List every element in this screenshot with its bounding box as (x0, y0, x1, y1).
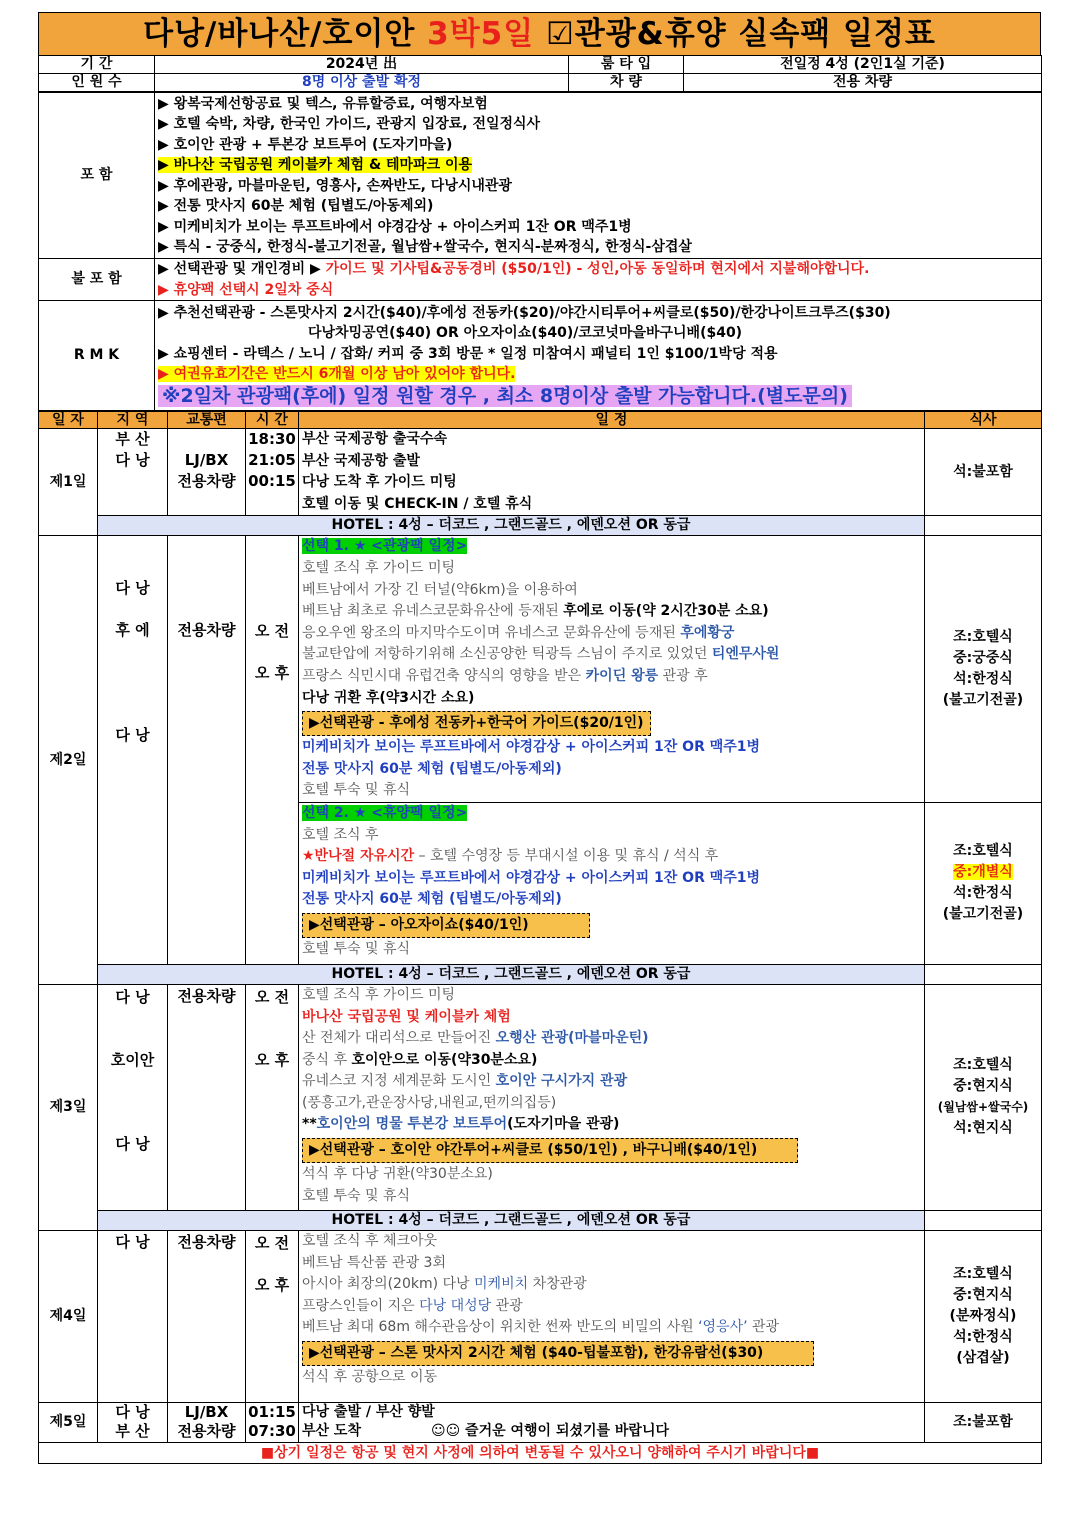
col-schedule: 일 정 (299, 412, 925, 429)
optional-tour-box: ▶선택관광 – 호이안 야간투어+씨클로 ($50/1인) , 바구니배($40/1인) (302, 1138, 798, 1163)
include-item: ▶ 미케비치가 보이는 루프트바에서 야경감상 + 아이스커피 1잔 OR 맥주1병 (158, 218, 632, 235)
schedule-table (38, 411, 1042, 1464)
period-label: 기 간 (39, 56, 155, 74)
exclude-label: 불 포 함 (39, 259, 155, 301)
day1-region: 부 산 다 낭 (98, 429, 168, 516)
include-item: ▶ 왕복국제선항공료 및 텍스, 유류할증료, 여행자보험 (158, 95, 488, 112)
col-region: 지 역 (98, 412, 168, 429)
day4-time: 오 전 오 후 (246, 1230, 299, 1402)
day5-meal: 조:불포함 (925, 1402, 1042, 1442)
day2-time: 오 전 오 후 (246, 536, 299, 965)
hotel-line: HOTEL : 4성 – 더코드 , 그랜드골드 , 에덴오션 OR 동급 (98, 964, 925, 984)
day1-meal: 석:불포함 (925, 429, 1042, 516)
day1-transport: LJ/BX 전용차량 (168, 429, 246, 516)
car-value: 전용 차량 (684, 74, 1042, 92)
include-list (155, 93, 1042, 259)
people-value: 8명 이상 출발 확정 (155, 74, 569, 92)
tip-notice: 가이드 및 기사팁&공동경비 ($50/1인) - 성인,아동 동일하며 현지에서 지불해야합니다. (325, 261, 870, 277)
include-item-highlight: ▶ 바나산 국립공원 케이블카 체험 & 테마파크 이용 (158, 157, 473, 173)
day2-transport: 전용차량 (168, 536, 246, 965)
rmk-item: ▶ 쇼핑센터 - 라텍스 / 노니 / 잡화/ 커피 중 3회 방문 * 일정 미참여시 패널티 1인 $100/1박당 적용 (158, 345, 778, 362)
itinerary-document (38, 12, 1041, 1464)
col-day: 일 자 (39, 412, 98, 429)
room-value: 전일정 4성 (2인1실 기준) (684, 56, 1042, 74)
rmk-notice: ※2일차 관광팩(후에) 일정 원할 경우 , 최소 8명이상 출발 가능합니다.(별도문의) (158, 385, 1038, 409)
title-duration: 3박5일 (427, 16, 535, 52)
day2-meal-option1: 조:호텔식 중:궁중식 석:한정식 (불고기전골) (925, 536, 1042, 803)
include-item: ▶ 특식 - 궁중식, 한정식-불고기전골, 월남쌈+쌀국수, 현지식-분짜정식, 한정식-삼겹살 (158, 239, 692, 255)
option2-title: 선택 2. ★ <휴양팩 일정> (302, 804, 468, 821)
footer-notice: ■상기 일정은 항공 및 현지 사정에 의하여 변동될 수 있사오니 양해하여 주시기 바랍니다■ (39, 1442, 1042, 1463)
day4-label: 제4일 (39, 1230, 98, 1402)
day5-label: 제5일 (39, 1402, 98, 1442)
day2-meal-option2: 조:호텔식 중:개별식 석:한정식 (불고기전골) (925, 802, 1042, 964)
rmk-list (155, 301, 1042, 411)
day3-label: 제3일 (39, 984, 98, 1230)
day4-schedule: 호텔 조식 후 체크아웃 베트남 특산품 관광 3회 아시아 최장의(20km) 다낭 미케비치 차창관광 프랑스인들이 지은 다낭 대성당 관광 베트남 최대 68m 해수관음상이 위치한 썬짜 반도의 비밀의 사원 ‘영응사’ 관광 ▶선택관광 – 스톤 맛사지 2시간 체험 ($40-팁불포함), 한강유람선($30) 석식 후 공항으로 이동 (299, 1230, 925, 1402)
optional-tour-box: ▶선택관광 - 후에성 전동카+한국어 가이드($20/1인) (302, 711, 651, 736)
day5-transport: LJ/BX 전용차량 (168, 1402, 246, 1442)
exclude-item: ▶ 휴양팩 선택시 2일차 중식 (158, 281, 334, 298)
col-transport: 교통편 (168, 412, 246, 429)
people-label: 인 원 수 (39, 74, 155, 92)
rmk-item: ▶ 추천선택관광 - 스톤맛사지 2시간($40)/후에성 전동카($20)/야간시티투어+씨클로($50)/한강나이트크루즈($30) (158, 304, 891, 321)
day2-option1: 선택 1. ★ <관광팩 일정> 호텔 조식 후 가이드 미팅 베트남에서 가장 긴 터널(약6km)을 이용하여 베트남 최초로 유네스코문화유산에 등재된 후에로 이동(약 2시간30분 소요) 응오우엔 왕조의 마지막수도이며 유네스코 문화유산에 등재된 후에황궁 불교탄압에 저항하기위해 소신공양한 틱광득 스님이 주지로 있었던 티엔무사원 프랑스 식민시대 유럽건축 양식의 영향을 받은 카이딘 왕릉 관광 후 다낭 귀환 후(약3시간 소요) ▶선택관광 - 후에성 전동카+한국어 가이드($20/1인) 미케비치가 보이는 루프트바에서 야경감상 + 아이스커피 1잔 OR 맥주1병 전통 맛사지 60분 체험 (팁별도/아동제외) 호텔 투숙 및 휴식 (299, 536, 925, 803)
hotel-line: HOTEL : 4성 – 더코드 , 그랜드골드 , 에덴오션 OR 동급 (98, 516, 925, 536)
day5-schedule: 다낭 출발 / 부산 향발 부산 도착 ☺☺ 즐거운 여행이 되셨기를 바랍니다 (299, 1402, 925, 1442)
day3-time: 오 전 오 후 (246, 984, 299, 1210)
day3-region: 다 낭 호이안 다 낭 (98, 984, 168, 1210)
title-text-1: 다낭/바나산/호이안 (143, 16, 428, 52)
exclude-item: ▶ 선택관광 및 개인경비 ▶ (158, 261, 326, 277)
info-table (38, 55, 1042, 92)
day4-transport: 전용차량 (168, 1230, 246, 1402)
room-label: 룸 타 입 (569, 56, 684, 74)
day1-schedule: 부산 국제공항 출국수속 부산 국제공항 출발 다낭 도착 후 가이드 미팅 호텔 이동 및 CHECK-IN / 호텔 휴식 (299, 429, 925, 516)
day3-transport: 전용차량 (168, 984, 246, 1210)
terms-table (38, 92, 1042, 411)
day4-region: 다 낭 (98, 1230, 168, 1402)
day2-option2: 선택 2. ★ <휴양팩 일정> 호텔 조식 후 ★반나절 자유시간 – 호텔 수영장 등 부대시설 이용 및 휴식 / 석식 후 미케비치가 보이는 루프트바에서 야경감상 + 아이스커피 1잔 OR 맥주1병 전통 맛사지 60분 체험 (팁별도/아동제외) ▶선택관광 – 아오자이쇼($40/1인) 호텔 투숙 및 휴식 (299, 802, 925, 964)
include-label: 포 함 (39, 93, 155, 259)
day5-time: 01:15 07:30 (246, 1402, 299, 1442)
page-title (38, 12, 1041, 55)
col-meal: 식사 (925, 412, 1042, 429)
title-text-2: ☑관광&휴양 실속팩 일정표 (534, 16, 936, 52)
hotel-line: HOTEL : 4성 – 더코드 , 그랜드골드 , 에덴오션 OR 동급 (98, 1210, 925, 1230)
day1-time: 18:30 21:05 00:15 (246, 429, 299, 516)
include-item: ▶ 호이안 관광 + 투본강 보트투어 (도자기마을) (158, 136, 453, 153)
optional-tour-box: ▶선택관광 – 아오자이쇼($40/1인) (302, 913, 590, 938)
day3-schedule: 호텔 조식 후 가이드 미팅 바나산 국립공원 및 케이블카 체험 산 전체가 대리석으로 만들어진 오행산 관광(마블마운틴) 중식 후 호이안으로 이동(약30분소요) 유네스코 지정 세계문화 도시인 호이안 구시가지 관광 (풍흥고가,관운장사당,내원교,떤끼의집등) **호이안의 명물 투본강 보트투어(도자기마을 관광) ▶선택관광 – 호이안 야간투어+씨클로 ($50/1인) , 바구니배($40/1인) 석식 후 다낭 귀환(약30분소요) 호텔 투숙 및 휴식 (299, 984, 925, 1210)
day2-label: 제2일 (39, 536, 98, 985)
car-label: 차 량 (569, 74, 684, 92)
day3-meal: 조:호텔식 중:현지식 (월남쌈+쌀국수) 석:현지식 (925, 984, 1042, 1210)
day5-region: 다 낭 부 산 (98, 1402, 168, 1442)
day2-region: 다 낭 후 에 다 낭 (98, 536, 168, 965)
col-time: 시 간 (246, 412, 299, 429)
include-item: ▶ 후에관광, 마블마운틴, 영흥사, 손짜반도, 다낭시내관광 (158, 177, 512, 194)
day1-label: 제1일 (39, 429, 98, 536)
rmk-item-passport: ▶ 여권유효기간은 반드시 6개월 이상 남아 있어야 합니다. (158, 366, 516, 383)
rmk-label: R M K (39, 301, 155, 411)
option1-title: 선택 1. ★ <관광팩 일정> (302, 538, 468, 555)
rmk-item: 다낭차밍공연($40) OR 아오자이쇼($40)/코코넛마을바구니배($40) (308, 325, 743, 342)
include-item: ▶ 호텔 숙박, 차량, 한국인 가이드, 관광지 입장료, 전일정식사 (158, 116, 541, 132)
period-value: 2024년 出 (155, 56, 569, 74)
exclude-list (155, 259, 1042, 301)
day4-meal: 조:호텔식 중:현지식 (분짜정식) 석:한정식 (삼겹살) (925, 1230, 1042, 1402)
include-item: ▶ 전통 맛사지 60분 체험 (팁별도/아동제외) (158, 198, 434, 214)
optional-tour-box: ▶선택관광 – 스톤 맛사지 2시간 체험 ($40-팁불포함), 한강유람선($30) (302, 1341, 814, 1366)
